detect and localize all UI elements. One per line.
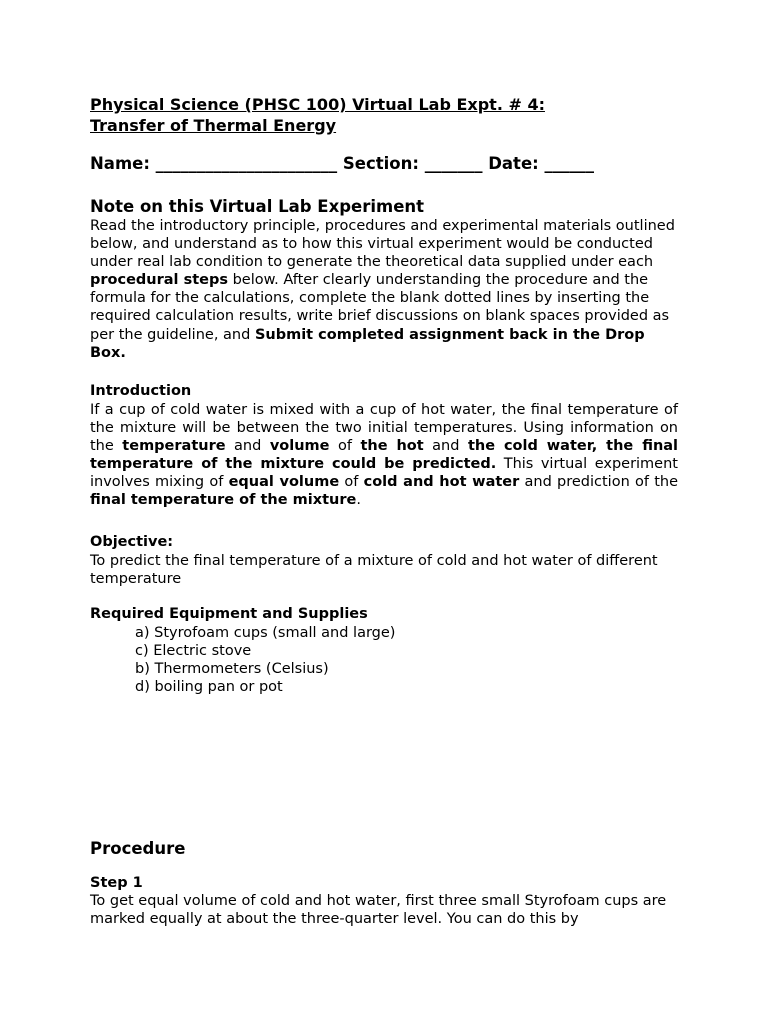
list-item: c) Electric stove bbox=[135, 643, 252, 660]
list-item: d) boiling pan or pot bbox=[135, 679, 283, 696]
introduction-paragraph: If a cup of cold water is mixed with a cup of hot water, the final temperature of the mixture will be between the two initial temperatures. Using information on the temperature and volume of the hot and the cold water, the final temperature of the mixture could be predicted. This virtual experiment involves mixing of equal volume of cold and hot water and prediction of the final temperature of the mixture. bbox=[90, 402, 679, 509]
procedure-heading: Procedure bbox=[90, 839, 186, 858]
list-item: b) Thermometers (Celsius) bbox=[135, 661, 329, 678]
equipment-list bbox=[135, 624, 395, 696]
note-paragraph: Read the introductory principle, procedures and experimental materials outlined below, and understand as to how this virtual experiment would be conducted under real lab condition to generate the theoretical data supplied under each procedural steps below. After clearly understanding the procedure and the formula for the calculations, complete the blank dotted lines by inserting the required calculation results, write brief discussions on blank spaces provided as per the guideline, and Submit completed assignment back in the Drop Box. bbox=[90, 218, 675, 361]
name-section-date-line: Name: ______________________ Section: _______ Date: ______ bbox=[90, 154, 594, 173]
step-1-heading: Step 1 bbox=[90, 875, 143, 891]
step-1-text: To get equal volume of cold and hot water, first three small Styrofoam cups are marked equally at about the three-quarter level. You can do this by bbox=[90, 893, 667, 928]
title-line-2: Transfer of Thermal Energy bbox=[90, 116, 337, 135]
title-line-1: Physical Science (PHSC 100) Virtual Lab Expt. # 4: bbox=[90, 95, 545, 114]
list-item: a) Styrofoam cups (small and large) bbox=[135, 625, 396, 641]
objective-heading: Objective: bbox=[90, 534, 174, 550]
equipment-heading: Required Equipment and Supplies bbox=[90, 606, 368, 622]
note-heading: Note on this Virtual Lab Experiment bbox=[90, 197, 425, 216]
objective-text: To predict the final temperature of a mixture of cold and hot water of different temperature bbox=[90, 553, 658, 588]
document-title bbox=[90, 94, 678, 136]
introduction-heading: Introduction bbox=[90, 383, 192, 399]
